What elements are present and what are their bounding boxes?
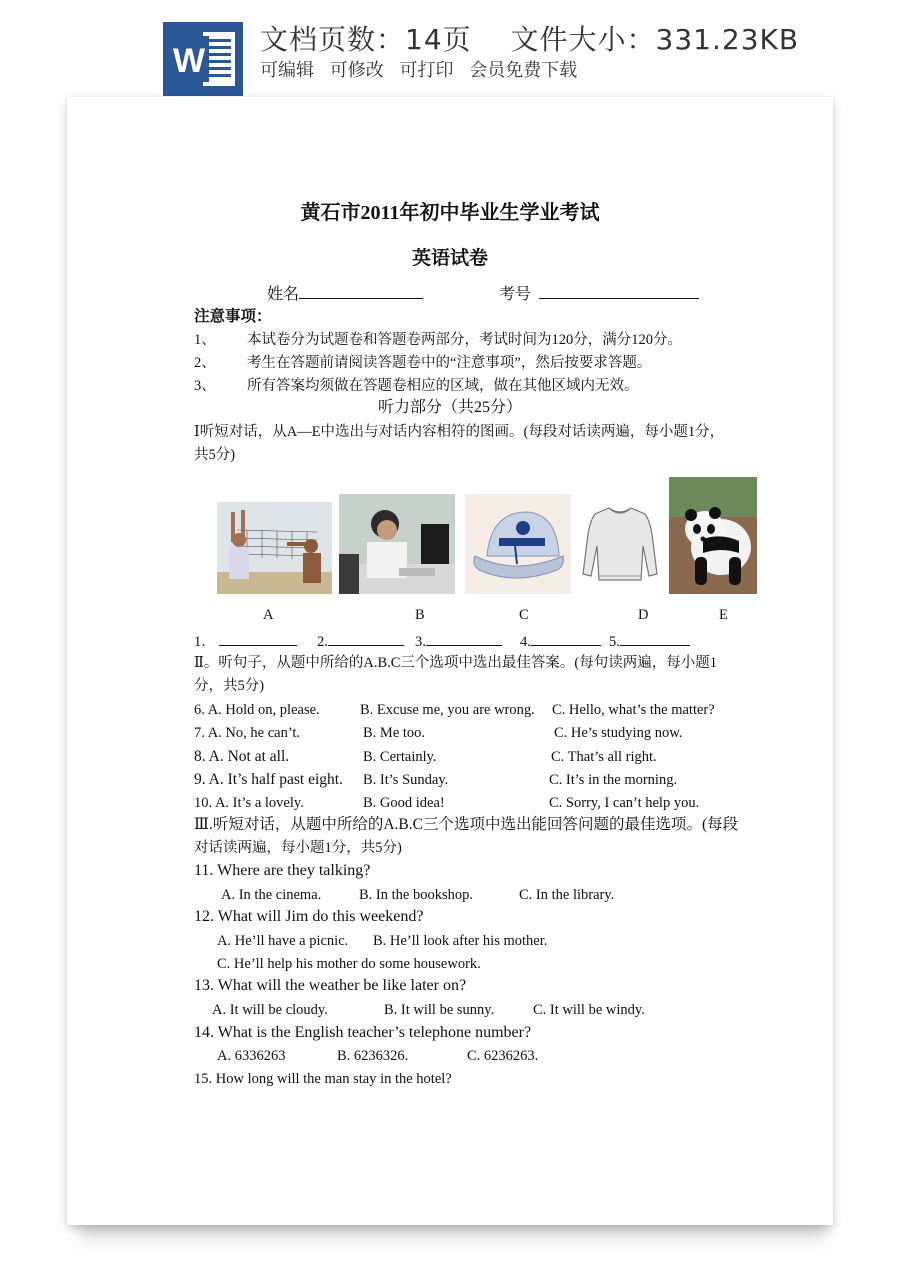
question-11-b: B. In the bookshop. — [359, 887, 473, 903]
answer-blank-3 — [415, 631, 502, 651]
number-label: 考号 — [499, 286, 532, 303]
feature-list — [260, 56, 587, 82]
blank-line-4 — [531, 631, 601, 646]
notice-1-text: 本试卷分为试题卷和答题卷两部分，考试时间为120分，满分120分。 — [247, 332, 682, 348]
picture-c-cap — [465, 494, 571, 594]
part3-instruction-line1: Ⅲ.听短对话，从题中所给的A.B.C三个选项中选出能回答问题的最佳选项。(每段 — [194, 816, 739, 833]
part2-instruction-line2: 分，共5分) — [194, 678, 265, 694]
question-6-c: C. Hello, what’s the matter? — [552, 702, 715, 718]
blank-label-3: 3. — [415, 634, 426, 650]
cap-image — [465, 494, 571, 594]
picture-letter-a: A — [263, 607, 274, 623]
question-13-c: C. It will be windy. — [533, 1002, 645, 1018]
file-stats: 文档页数：14页 文件大小：331.23KB — [260, 23, 800, 56]
question-8-a — [194, 748, 289, 766]
feature-editable: 可编辑 — [260, 60, 314, 81]
word-doc-icon — [163, 22, 243, 96]
question-14-c: C. 6236263. — [467, 1048, 539, 1064]
question-14-a: A. 6336263 — [217, 1048, 286, 1064]
question-12: 12. What will Jim do this weekend? — [194, 908, 424, 925]
answer-blank-1 — [194, 631, 297, 651]
answer-blank-2 — [317, 631, 404, 651]
question-6-b: B. Excuse me, you are wrong. — [360, 702, 535, 718]
name-field — [267, 284, 423, 304]
question-13-b: B. It will be sunny. — [384, 1002, 495, 1018]
picture-d-sweater — [579, 502, 661, 584]
question-10-c: C. Sorry, I can’t help you. — [549, 795, 700, 811]
question-11-a: A. In the cinema. — [221, 887, 322, 903]
picture-letter-b: B — [415, 607, 425, 623]
part2-instruction-line1: Ⅱ。听句子，从题中所给的A.B.C三个选项中选出最佳答案。(每句读两遍，每小题1 — [194, 655, 717, 671]
question-7-b: B. Me too. — [363, 725, 426, 741]
question-8-c: C. That’s all right. — [551, 749, 657, 765]
file-info-banner — [0, 0, 900, 100]
question-12-a: A. He’ll have a picnic. — [217, 933, 349, 949]
feature-member-download: 会员免费下载 — [469, 60, 578, 81]
notice-heading: 注意事项： — [194, 308, 272, 325]
q10-num: 10. — [194, 795, 215, 811]
notice-3-text: 所有答案均须做在答题卷相应的区域，做在其他区域内无效。 — [247, 378, 639, 394]
computer-user-image — [339, 494, 455, 594]
picture-letter-c: C — [519, 607, 529, 623]
blank-line-3 — [426, 631, 502, 646]
q7-option-a: A. No, he can’t. — [207, 725, 301, 741]
notice-1-num: 1、 — [194, 332, 216, 348]
q6-num: 6. — [194, 702, 208, 718]
question-6-a — [194, 701, 320, 719]
question-11: 11. Where are they talking? — [194, 862, 371, 879]
q9-num: 9. — [194, 771, 209, 788]
answer-blank-4 — [520, 631, 601, 651]
blank-label-4: 4. — [520, 634, 531, 650]
svg-text:W: W — [172, 42, 206, 80]
part1-instruction-line1: Ⅰ听短对话，从A—E中选出与对话内容相符的图画。(每段对话读两遍，每小题1分， — [194, 424, 725, 440]
picture-a-volleyball — [217, 502, 332, 594]
question-15: 15. How long will the man stay in the hotel? — [194, 1071, 452, 1087]
q8-num: 8. — [194, 748, 209, 765]
notice-3-num: 3、 — [194, 378, 216, 394]
part1-instruction-line2: 共5分) — [194, 447, 236, 463]
question-10-a — [194, 794, 304, 812]
question-12-b: B. He’ll look after his mother. — [373, 933, 548, 949]
picture-letter-e: E — [719, 607, 728, 623]
blank-line-5 — [620, 631, 690, 646]
exam-subtitle: 英语试卷 — [411, 248, 488, 269]
feature-modifiable: 可修改 — [329, 60, 384, 81]
question-14-b: B. 6236326. — [337, 1048, 409, 1064]
listening-heading: 听力部分（共25分） — [377, 399, 522, 416]
feature-printable: 可打印 — [399, 60, 454, 81]
blank-line-2 — [328, 631, 404, 646]
blank-label-2: 2. — [317, 634, 328, 650]
q8-option-a: A. Not at all. — [208, 748, 290, 765]
question-11-c: C. In the library. — [519, 887, 615, 903]
answer-blank-5 — [609, 631, 690, 651]
blank-label-1: 1． — [194, 634, 216, 650]
notice-2-num: 2、 — [194, 355, 216, 371]
question-12-c: C. He’ll help his mother do some housework. — [217, 956, 481, 972]
q10-option-a: A. It’s a lovely. — [214, 795, 304, 811]
name-blank — [299, 284, 423, 299]
question-10-b: B. Good idea! — [363, 795, 445, 811]
question-9-b: B. It’s Sunday. — [363, 772, 449, 788]
blank-line-1 — [219, 631, 297, 646]
sweater-image — [579, 502, 661, 584]
question-14: 14. What is the English teacher’s telephone number? — [194, 1024, 532, 1041]
question-13: 13. What will the weather be like later on? — [194, 977, 467, 994]
question-7-a — [194, 724, 300, 742]
part3-instruction-line2: 对话读两遍，每小题1分，共5分) — [194, 840, 402, 856]
q9-option-a: A. It’s half past eight. — [208, 771, 343, 788]
picture-e-panda — [669, 477, 757, 594]
notice-2-text: 考生在答题前请阅读答题卷中的“注意事项”，然后按要求答题。 — [247, 355, 652, 371]
number-blank — [539, 284, 699, 299]
document-page — [67, 97, 833, 1225]
blank-label-5: 5. — [609, 634, 620, 650]
q7-num: 7. — [194, 725, 208, 741]
number-field — [499, 284, 699, 304]
picture-b-computer — [339, 494, 455, 594]
question-9-a — [194, 771, 343, 789]
question-8-b: B. Certainly. — [363, 749, 437, 765]
question-13-a: A. It will be cloudy. — [212, 1002, 328, 1018]
picture-letter-d: D — [638, 607, 649, 623]
exam-title: 黄石市2011年初中毕业生学业考试 — [300, 202, 600, 224]
question-9-c: C. It’s in the morning. — [549, 772, 678, 788]
name-label: 姓名 — [267, 286, 300, 303]
q6-option-a: A. Hold on, please. — [207, 702, 320, 718]
question-7-c: C. He’s studying now. — [554, 725, 683, 741]
panda-image — [669, 477, 757, 594]
volleyball-image — [217, 502, 332, 594]
